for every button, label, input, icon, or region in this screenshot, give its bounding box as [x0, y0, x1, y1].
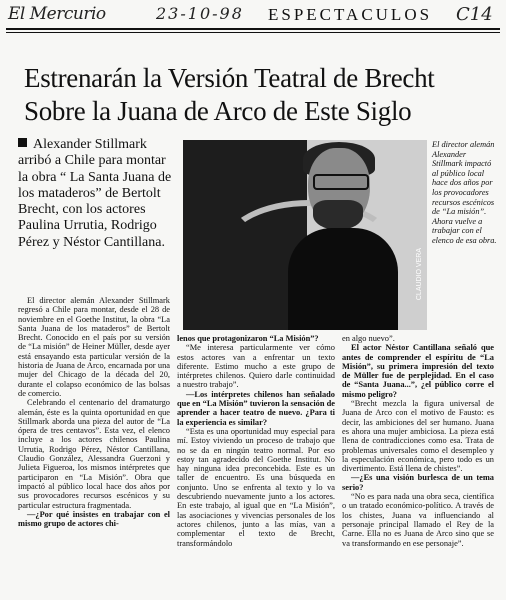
- photo-beard: [313, 200, 363, 230]
- lead-text: Alexander Stillmark arribó a Chile para montar la obra “ La Santa Juana de los mataderos” de Bertolt Brecht, con los actores Paulina Urrutia, Rodrigo Pérez y Néstor Cantillana.: [18, 137, 172, 250]
- paragraph: “Me interesa particularmente ver cómo estos actores van a enfrentar un texto diferente. Estimo mucho a este grupo de intérpretes chilenos. Quiero darle continuidad a nuestro trabajo”.: [177, 343, 335, 390]
- handwritten-date: 23-10-98: [156, 4, 244, 23]
- headline-line-1: Estrenarán la Versión Teatral de Brecht: [24, 63, 435, 93]
- photo-credit: CLAUDIO VERA: [416, 247, 423, 300]
- masthead: [6, 2, 500, 26]
- headline: [24, 62, 494, 128]
- photo-glasses: [313, 174, 369, 190]
- section-title: ESPECTACULOS: [268, 5, 433, 24]
- director-photo: [183, 140, 427, 330]
- question: —Los intérpretes chilenos han señalado que en “La Misión” tuvieron la sensación de aprender a hacer teatro de nuevo. ¿Para ti la experiencia es similar?: [177, 389, 335, 427]
- article-column-1: [18, 296, 170, 528]
- question: El actor Néstor Cantillana señaló que antes de comprender el espíritu de “La Misión”, su primera impresión del texto de Müller fue de perplejidad. En el caso de “Santa Juana...”, ¿el público corre el mismo peligro?: [342, 343, 494, 399]
- question: —¿Por qué insistes en trabajar con el mismo grupo de actores chi-: [18, 509, 170, 529]
- lead-paragraph: [18, 137, 173, 251]
- page-number: C14: [456, 4, 493, 25]
- newspaper-name: El Mercurio: [8, 4, 106, 24]
- paragraph: Celebrando el centenario del dramaturgo alemán, éste es la quinta oportunidad en que Stillmark aborda una pieza del autor de “La ópera de tres centavos”. Esta vez, el elenco incluye a los actores chilenos Paulina Urrutia, Rodrigo Pérez, Néstor Cantillana, Claudio González, Alessandra Guerzoni y Julieta Figueroa, los mismos intérpretes que participaron en “La Misión”. Obra que impactó al público local hace dos años por sus provocadores recursos escénicos y su particular estructura fragmentada.: [18, 398, 170, 510]
- article-column-3: [342, 334, 494, 548]
- article-column-2: [177, 334, 335, 548]
- bullet-icon: [18, 138, 27, 147]
- paragraph: “Brecht mezcla la figura universal de Juana de Arco con el motivo de Fausto: es decir, las ambiciones del ser humano. Juana es ahora una mujer ambiciosa. La pieza está llena de contradicciones como esa. Trata de problemas universales como el desempleo y la especulación económica, pero todo es un divertimento. Está llena de chistes”.: [342, 399, 494, 474]
- top-rule: [6, 28, 500, 30]
- question: lenos que protagonizaron “La Misión”?: [177, 334, 319, 343]
- photo-body: [288, 228, 398, 330]
- paragraph: en algo nuevo”.: [342, 334, 395, 343]
- paragraph: “No es para nada una obra seca, científica o un tratado económico-político. A través de los chistes, Juana va influenciando al personaje principal llamado el Rey de la Carne. Ella no es Juana de Arco sino que se va transformando en ese personaje”.: [342, 492, 494, 548]
- question: —¿Es una visión burlesca de un tema serio?: [342, 473, 494, 492]
- photo-caption: El director alemán Alexander Stillmark impactó al público local hace dos años por los provocadores recursos escénicos de “La misión”. Ahora vuelve a trabajar con el elenco de esa obra.: [432, 140, 497, 245]
- top-rule-thin: [6, 32, 500, 33]
- paragraph: El director alemán Alexander Stillmark regresó a Chile para montar, desde el 28 de noviembre en el Goethe Institut, la obra “La Santa Juana de los mataderos” de Bertolt Brecht. Conocido en el país por su versión de “La misión” de Heiner Müller, desde ayer está ensayando esta particular versión de la historia de Juana de Arco, encarnada por una mujer del Chicago de la década del 20, durante el colapso económico de las bolsas de comercio.: [18, 296, 170, 398]
- headline-line-2: Sobre la Juana de Arco de Este Siglo: [24, 96, 412, 126]
- paragraph: “Esta es una oportunidad muy especial para mí. Estoy viviendo un proceso de trabajo que no se da en ningún teatro normal. Por eso estoy tan agradecido del Goethe Institut. No hay ninguna idea preconcebida. Este es un taller de encuentro. Es una búsqueda en conjunto. Uno se enfrenta al texto y lo va descubriendo nuevamente junto a los actores. En este trabajo, al igual que en “La Misión”, las asociaciones y vivencias personales de los actores chilenos, junto a las mías, van a complementar el texto de Brecht, transformándolo: [177, 426, 335, 548]
